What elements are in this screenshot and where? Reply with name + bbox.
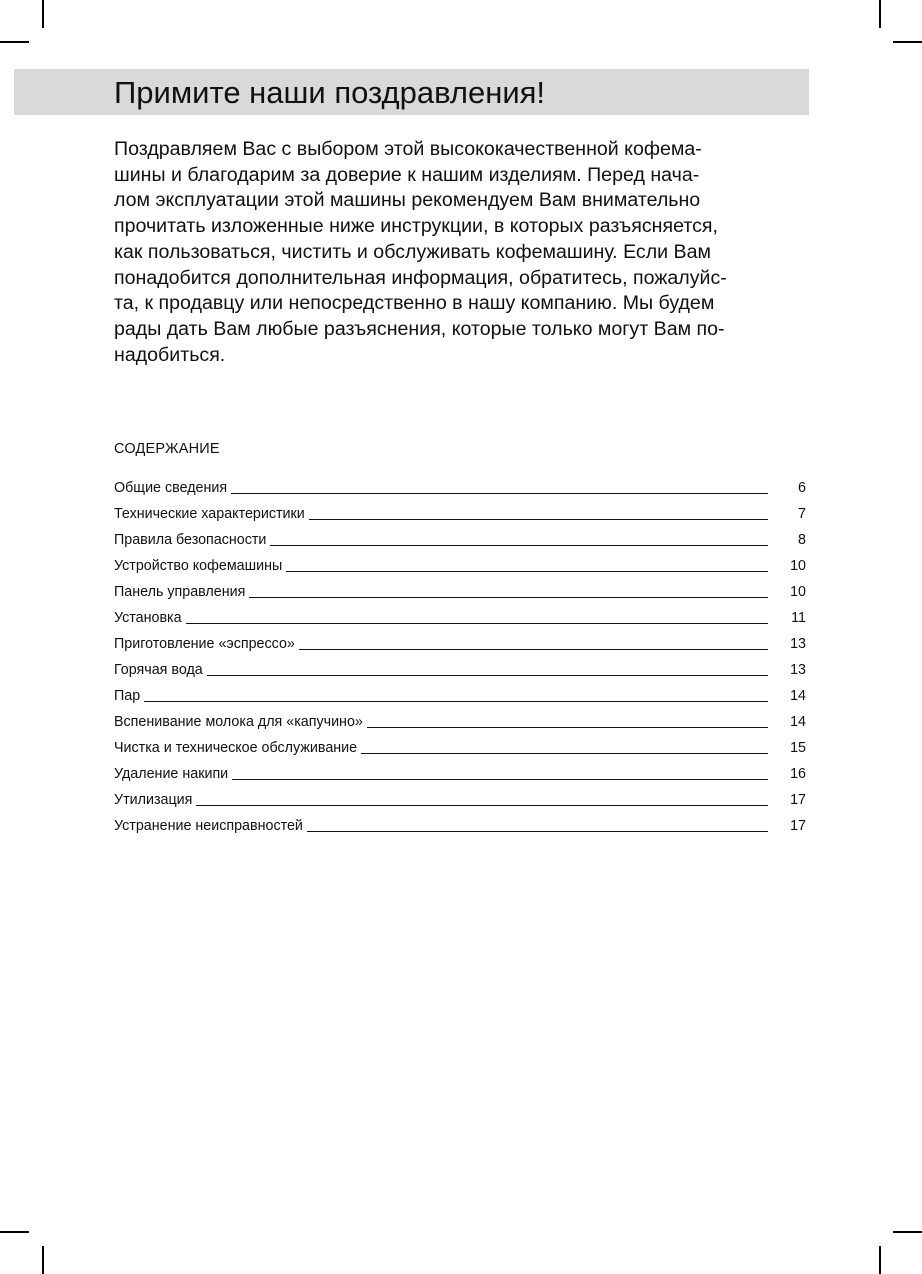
intro-line: лом эксплуатации этой машины рекомендуем Вам внимательно (114, 189, 701, 212)
toc-entry-label: Технические характеристики (114, 506, 305, 522)
toc-entry (114, 679, 806, 705)
intro-line: та, к продавцу или непосредственно в нашу компанию. Мы будем (114, 292, 715, 315)
toc-entry-label: Удаление накипи (114, 766, 229, 782)
toc-leader-line (270, 544, 768, 546)
page-title: Примите наши поздравления! (114, 75, 546, 110)
toc-entry (114, 549, 806, 575)
table-of-contents (114, 471, 806, 835)
toc-entry (114, 757, 806, 783)
crop-mark-bottom-left-vertical (42, 1246, 44, 1274)
toc-entry-page: 8 (798, 532, 806, 548)
intro-paragraph (114, 137, 814, 368)
toc-leader-line (207, 674, 768, 676)
toc-entry (114, 705, 806, 731)
intro-line: шины и благодарим за доверие к нашим изделиям. Перед нача- (114, 163, 700, 186)
intro-line: понадобится дополнительная информация, обратитесь, пожалуйс- (114, 266, 727, 289)
toc-entry-label: Пар (114, 688, 141, 704)
toc-entry-label: Установка (114, 610, 182, 626)
toc-heading: СОДЕРЖАНИЕ (114, 441, 220, 457)
toc-leader-line (286, 570, 768, 572)
intro-line: рады дать Вам любые разъяснения, которые только могут Вам по- (114, 317, 725, 340)
toc-entry (114, 497, 806, 523)
toc-entry-page: 16 (790, 766, 806, 782)
toc-entry-page: 13 (790, 662, 806, 678)
toc-entry-label: Устранение неисправностей (114, 818, 303, 834)
toc-entry (114, 523, 806, 549)
toc-leader-line (144, 700, 768, 702)
toc-entry-label: Утилизация (114, 792, 193, 808)
toc-entry (114, 601, 806, 627)
toc-entry-page: 10 (790, 558, 806, 574)
toc-entry-page: 6 (798, 480, 806, 496)
intro-line: Поздравляем Вас с выбором этой высококачественной кофема- (114, 138, 702, 160)
crop-mark-bottom-right-horizontal (893, 1231, 922, 1233)
toc-leader-line (367, 726, 768, 728)
toc-entry-page: 17 (790, 792, 806, 808)
toc-leader-line (309, 518, 768, 520)
toc-entry-page: 13 (790, 636, 806, 652)
toc-leader-line (231, 492, 768, 494)
toc-entry (114, 783, 806, 809)
crop-mark-top-right-vertical (879, 0, 881, 28)
toc-leader-line (299, 648, 768, 650)
toc-leader-line (361, 752, 768, 754)
intro-line: прочитать изложенные ниже инструкции, в которых разъясняется, (114, 215, 718, 238)
toc-entry (114, 575, 806, 601)
crop-mark-bottom-left-horizontal (0, 1231, 29, 1233)
toc-entry-label: Панель управления (114, 584, 246, 600)
toc-entry-page: 7 (798, 506, 806, 522)
toc-entry-page: 10 (790, 584, 806, 600)
toc-entry-page: 14 (790, 688, 806, 704)
toc-entry-label: Вспенивание молока для «капучино» (114, 714, 363, 730)
toc-entry-label: Общие сведения (114, 480, 228, 496)
crop-mark-top-left-vertical (42, 0, 44, 28)
toc-entry (114, 731, 806, 757)
intro-line: надобиться. (114, 343, 226, 366)
toc-entry-label: Приготовление «эспрессо» (114, 636, 295, 652)
crop-mark-top-right-horizontal (893, 41, 922, 43)
toc-entry-label: Чистка и техническое обслуживание (114, 740, 358, 756)
toc-leader-line (249, 596, 768, 598)
toc-entry-label: Устройство кофемашины (114, 558, 283, 574)
toc-leader-line (232, 778, 768, 780)
toc-leader-line (307, 830, 768, 832)
intro-line: как пользоваться, чистить и обслуживать кофемашину. Если Вам (114, 240, 711, 263)
toc-entry (114, 653, 806, 679)
toc-leader-line (196, 804, 768, 806)
toc-entry (114, 809, 806, 835)
toc-entry (114, 471, 806, 497)
toc-entry-label: Правила безопасности (114, 532, 267, 548)
toc-entry-page: 14 (790, 714, 806, 730)
toc-entry-page: 11 (791, 610, 806, 626)
crop-mark-top-left-horizontal (0, 41, 29, 43)
toc-entry (114, 627, 806, 653)
toc-entry-label: Горячая вода (114, 662, 203, 678)
toc-leader-line (186, 622, 768, 624)
toc-entry-page: 15 (790, 740, 806, 756)
toc-entry-page: 17 (790, 818, 806, 834)
crop-mark-bottom-right-vertical (879, 1246, 881, 1274)
